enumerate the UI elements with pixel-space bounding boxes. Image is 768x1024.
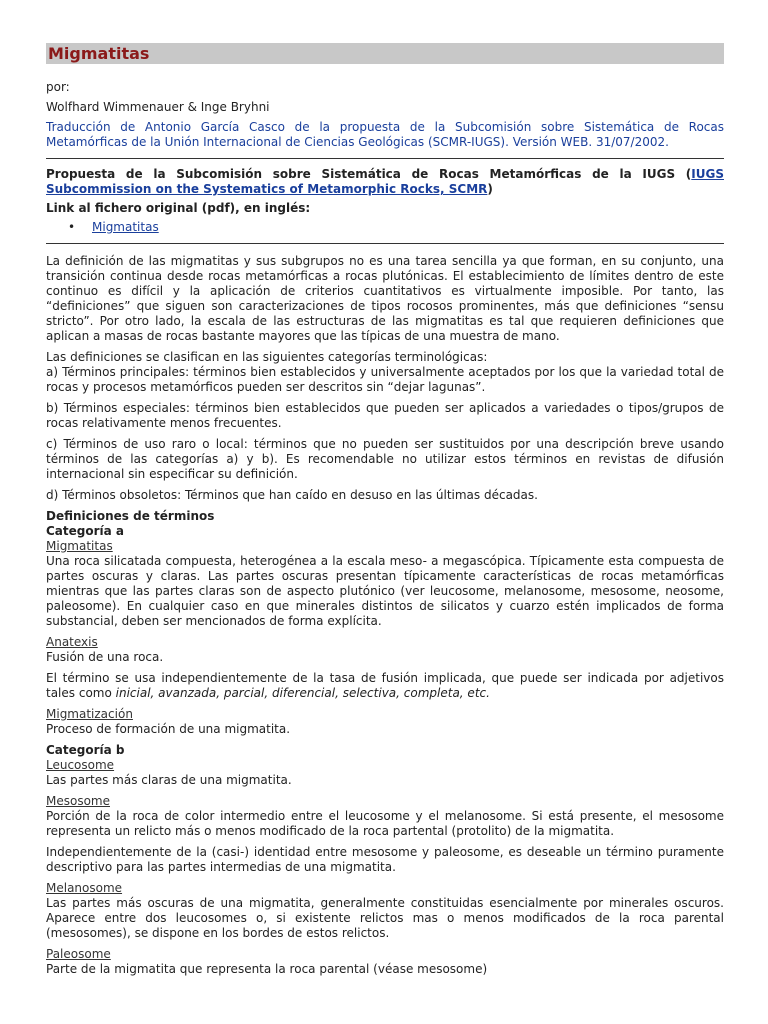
term-mesosome: Mesosome <box>46 794 110 808</box>
category-item-d: d) Términos obsoletos: Términos que han caído en desuso en las últimas décadas. <box>46 488 538 502</box>
original-link-label: Link al fichero original (pdf), en inglés: <box>46 201 311 215</box>
term-paleosome: Paleosome <box>46 947 111 961</box>
category-item-a: a) Términos principales: términos bien establecidos y universalmente aceptados por los que la variedad total de rocas y procesos metamórficos pueden ser descritos sin “dejar lagunas”. <box>46 365 724 394</box>
authors: Wolfhard Wimmenauer & Inge Bryhni <box>46 100 270 114</box>
def-melanosome: Las partes más oscuras de una migmatita, generalmente constituidas esencialmente por minerales oscuros. Aparece entre dos leucosomes o, si existente relictos mas o menos modificados de la roca parental (mesosomes), se dispone en los bordes de estos relictos. <box>46 896 724 940</box>
migmatitas-pdf-link[interactable]: Migmatitas <box>92 220 159 234</box>
mesosome-extra: Independientemente de la (casi-) identidad entre mesosome y paleosome, es deseable un término puramente descriptivo para las partes intermedias de una migmatita. <box>46 845 724 874</box>
def-anatexis: Fusión de una roca. <box>46 650 164 664</box>
document-page <box>46 43 724 977</box>
proposal-text-after: ) <box>487 182 493 196</box>
category-a-heading: Categoría a <box>46 524 125 538</box>
category-b-heading: Categoría b <box>46 743 125 757</box>
term-anatexis: Anatexis <box>46 635 98 649</box>
category-item-b: b) Términos especiales: términos bien establecidos que pueden ser aplicados a variedades o tipos/grupos de rocas relativamente menos frecuentes. <box>46 401 724 430</box>
term-migmatitas: Migmatitas <box>46 539 113 553</box>
def-leucosome: Las partes más claras de una migmatita. <box>46 773 292 787</box>
category-item-c: c) Términos de uso raro o local: términos que no pueden ser sustituidos por una descripción breve usando términos de las categorías a) y b). Es recomendable no utilizar estos términos en revistas de difusión internacional sin especificar su definición. <box>46 437 724 481</box>
proposal-text-before: Propuesta de la Subcomisión sobre Sistemática de Rocas Metamórficas de la IUGS ( <box>46 167 692 181</box>
translation-note: Traducción de Antonio García Casco de la propuesta de la Subcomisión sobre Sistemática de Rocas Metamórficas de la Unión Internacional de Ciencias Geológicas (SCMR-IUGS). Versión WEB. 31/07/2002. <box>46 120 724 149</box>
iugs-scmr-link[interactable]: IUGS Subcommission on the Systematics of Metamorphic Rocks, SCMR <box>46 167 724 196</box>
list-item <box>46 220 724 235</box>
def-migmatizacion: Proceso de formación de una migmatita. <box>46 722 291 736</box>
page-title: Migmatitas <box>48 44 150 63</box>
def-mesosome: Porción de la roca de color intermedio entre el leucosome y el melanosome. Si está presente, el mesosome representa un relicto más o menos modificado de la roca partental (protolito) de la migmatita. <box>46 809 724 838</box>
definitions-heading: Definiciones de términos <box>46 509 215 523</box>
byline-label: por: <box>46 80 70 94</box>
anatexis-extra: El término se usa independientemente de la tasa de fusión implicada, que puede ser indicada por adjetivos tales como inicial, avanzada, parcial, diferencial, selectiva, completa, etc. <box>46 671 724 700</box>
term-leucosome: Leucosome <box>46 758 115 772</box>
def-paleosome: Parte de la migmatita que representa la roca parental (véase mesosome) <box>46 962 488 976</box>
proposal-heading <box>46 167 724 197</box>
divider <box>46 158 724 159</box>
term-melanosome: Melanosome <box>46 881 123 895</box>
def-migmatitas: Una roca silicatada compuesta, heterogénea a la escala meso- a megascópica. Típicamente esta compuesta de partes oscuras y claras. Las partes oscuras presentan típicamente características de rocas metamórficas mientras que las partes claras son de aspecto plutónico (ver leucosome, melanosome, mesosome, neosome, paleosome). En cualquier caso en que minerales distintos de silicatos y cuarzo estén implicados de forma substancial, deben ser mencionados de forma explícita. <box>46 554 724 628</box>
intro-paragraph: La definición de las migmatitas y sus subgrupos no es una tarea sencilla ya que forman, en su conjunto, una transición continua desde rocas metamórficas a rocas plutónicas. El establecimiento de límites dentro de este continuo es difícil y la aplicación de criterios cuantitativos es virtualmente imposible. Por tanto, las “definiciones” que siguen son caracterizaciones de tipos rocosos prominentes, más que definiciones “sensu stricto”. Por otro lado, la escala de las estructuras de las migmatitas es tal que requieren definiciones que aplican a masas de rocas bastante mayores que las típicas de una muestra de mano. <box>46 254 724 343</box>
original-links-list <box>46 220 724 235</box>
categories-intro: Las definiciones se clasifican en las siguientes categorías terminológicas: <box>46 350 488 364</box>
term-migmatizacion: Migmatización <box>46 707 133 721</box>
title-bar <box>46 43 724 64</box>
divider <box>46 243 724 244</box>
